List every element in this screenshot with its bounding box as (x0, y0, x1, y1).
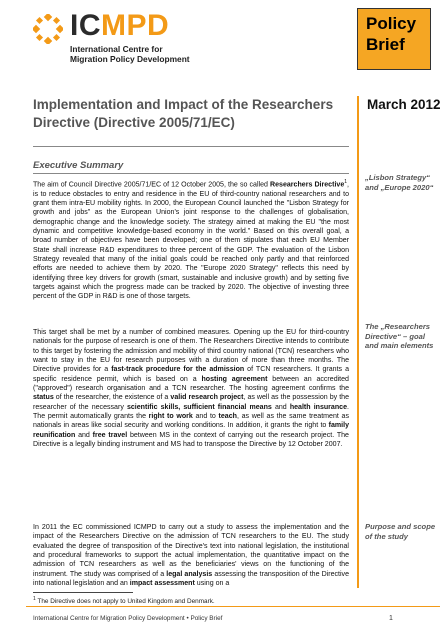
icmpd-logo-icon (33, 14, 63, 44)
text: between MS in the context of carrying out the research project. The Directive is a legally binding instrument and MS had to transpose the Directive by 12 October 2007. (33, 431, 349, 449)
text-bold: teach (218, 413, 237, 421)
text: and (75, 431, 93, 439)
text-bold: family reunification (33, 422, 349, 439)
sidenote-directive: The „Researchers Directive“ – goal and main elements (365, 322, 434, 350)
text-bold: hosting agreement (201, 375, 268, 383)
text-bold: valid research project (170, 394, 244, 402)
title-divider (33, 146, 349, 147)
document-title: Implementation and Impact of the Researchers Directive (Directive 2005/71/EC) (33, 97, 334, 130)
text: In 2011 the EC commissioned ICMPD to carry out a study to assess the implementation and the impact of the Researchers Directive on the admission of TCN researchers to the EU. The study evaluated the degree of transposition of the Directive's text into national legislation, the institutional and procedural frameworks to support the actual implementation, the quantitative impact on the admission of TCN researchers as well as the beneficiaries' views on the functioning of the instrument. The study was comprised of a (33, 524, 349, 578)
footnote-ref: 1 (344, 179, 348, 185)
text: assessing the transposition of the Directive into national legislation and an (33, 570, 349, 588)
sidenote-lisbon: „Lisbon Strategy“ and „Europe 2020“ (365, 173, 434, 192)
logo-subtitle (70, 44, 190, 64)
summary-divider (33, 173, 349, 174)
executive-summary-heading: Executive Summary (33, 160, 124, 171)
text-bold: scientific skills, sufficient financial means (126, 403, 272, 411)
text: of TCN researchers. It grants a specific residence permit, which is based on a (33, 366, 349, 383)
footnote-divider (33, 592, 133, 593)
text-bold: right to work (148, 413, 193, 421)
text-bold: Researchers Directive (270, 181, 345, 189)
text-bold: status (33, 394, 54, 402)
text: between an accredited ("approved") research organisation and a TCN researcher. The hosting agreement confirms the (33, 375, 349, 393)
text: , as well as the same treatment as nationals in areas like social security and working conditions. In addition, it grants the right to (33, 413, 349, 430)
badge-line1: Policy (366, 14, 417, 33)
text: and to (192, 413, 219, 421)
text-bold: free travel (92, 431, 128, 439)
text-bold: legal analysis (166, 570, 213, 578)
text-bold: health insurance (289, 403, 347, 411)
text: , is to reduce obstacles to entry and residence in the EU of third-country national researchers and to grant them intra-EU mobility rights. In 2000, the European Council launched the "Lisbon Strategy for growth and jobs" as the European Union's joint response to the challenges of globalisation, demographic change and the knowledge society. The strategy aimed at making the EU "the most dynamic and competitive knowledge-based economy in the world." Based on this overall goal, a broad number of objectives have been developed; one of them stipulates that each EU Member State shall increase R&D expenditures to three percent of the GDP. The evaluation of the Lisbon Strategy revealed that many of the initial goals could be reached only partly and that reinforced efforts are needed to achieve them by 2020. The "Europe 2020 Strategy" reflects this need by identifying three key drivers for growth (smart, sustainable and inclusive growth) and by setting five targets against which the progress made can be tracked by 2020. The objective of investing three percent of the GDP in R&D is one of those targets. (33, 181, 349, 301)
text-bold: impact assessment (129, 580, 195, 588)
text: and (271, 403, 290, 411)
text: , as well as the possession by the researcher of the necessary (33, 394, 350, 411)
text: using on a (194, 580, 230, 588)
sidenote-purpose: Purpose and scope of the study (365, 522, 436, 541)
logo-subtitle-line1: International Centre for (70, 44, 163, 54)
paragraph-intro (33, 178, 349, 302)
logo-subtitle-line2: Migration Policy Development (70, 54, 190, 64)
policy-brief-badge (357, 8, 431, 70)
footnote (33, 596, 215, 605)
side-column-divider (357, 96, 359, 588)
logo-wordmark-part2: MPD (101, 9, 170, 42)
footer-text: International Centre for Migration Policy Development • Policy Brief (33, 615, 223, 622)
page-number: 1 (389, 615, 393, 622)
logo-wordmark-part1: IC (70, 9, 101, 42)
text: This target shall be met by a number of combined measures. Opening up the EU for third-country nationals for the purpose of research is one of them. The Researchers Directive intends to contribute to this target by fostering the admission and mobility of third country national (TCN) researchers who want to stay in the EU for research purposes with a duration of more than three months. The Directive provides for a (33, 329, 349, 374)
footnote-number: 1 (33, 596, 36, 602)
text: of the researcher, the existence of a (53, 394, 171, 402)
paragraph-study (33, 523, 349, 588)
publication-date: March 2012 (367, 97, 441, 112)
footer-divider (26, 606, 440, 607)
paragraph-directive (33, 328, 349, 449)
badge-line2: Brief (366, 35, 405, 54)
footnote-text: The Directive does not apply to United Kingdom and Denmark. (35, 598, 215, 606)
text: . The permit automatically grants the (33, 403, 349, 421)
text: The aim of Council Directive 2005/71/EC of 12 October 2005, the so called (33, 181, 271, 189)
logo-wordmark (70, 9, 169, 43)
text-bold: fast-track procedure for the admission (111, 366, 245, 374)
